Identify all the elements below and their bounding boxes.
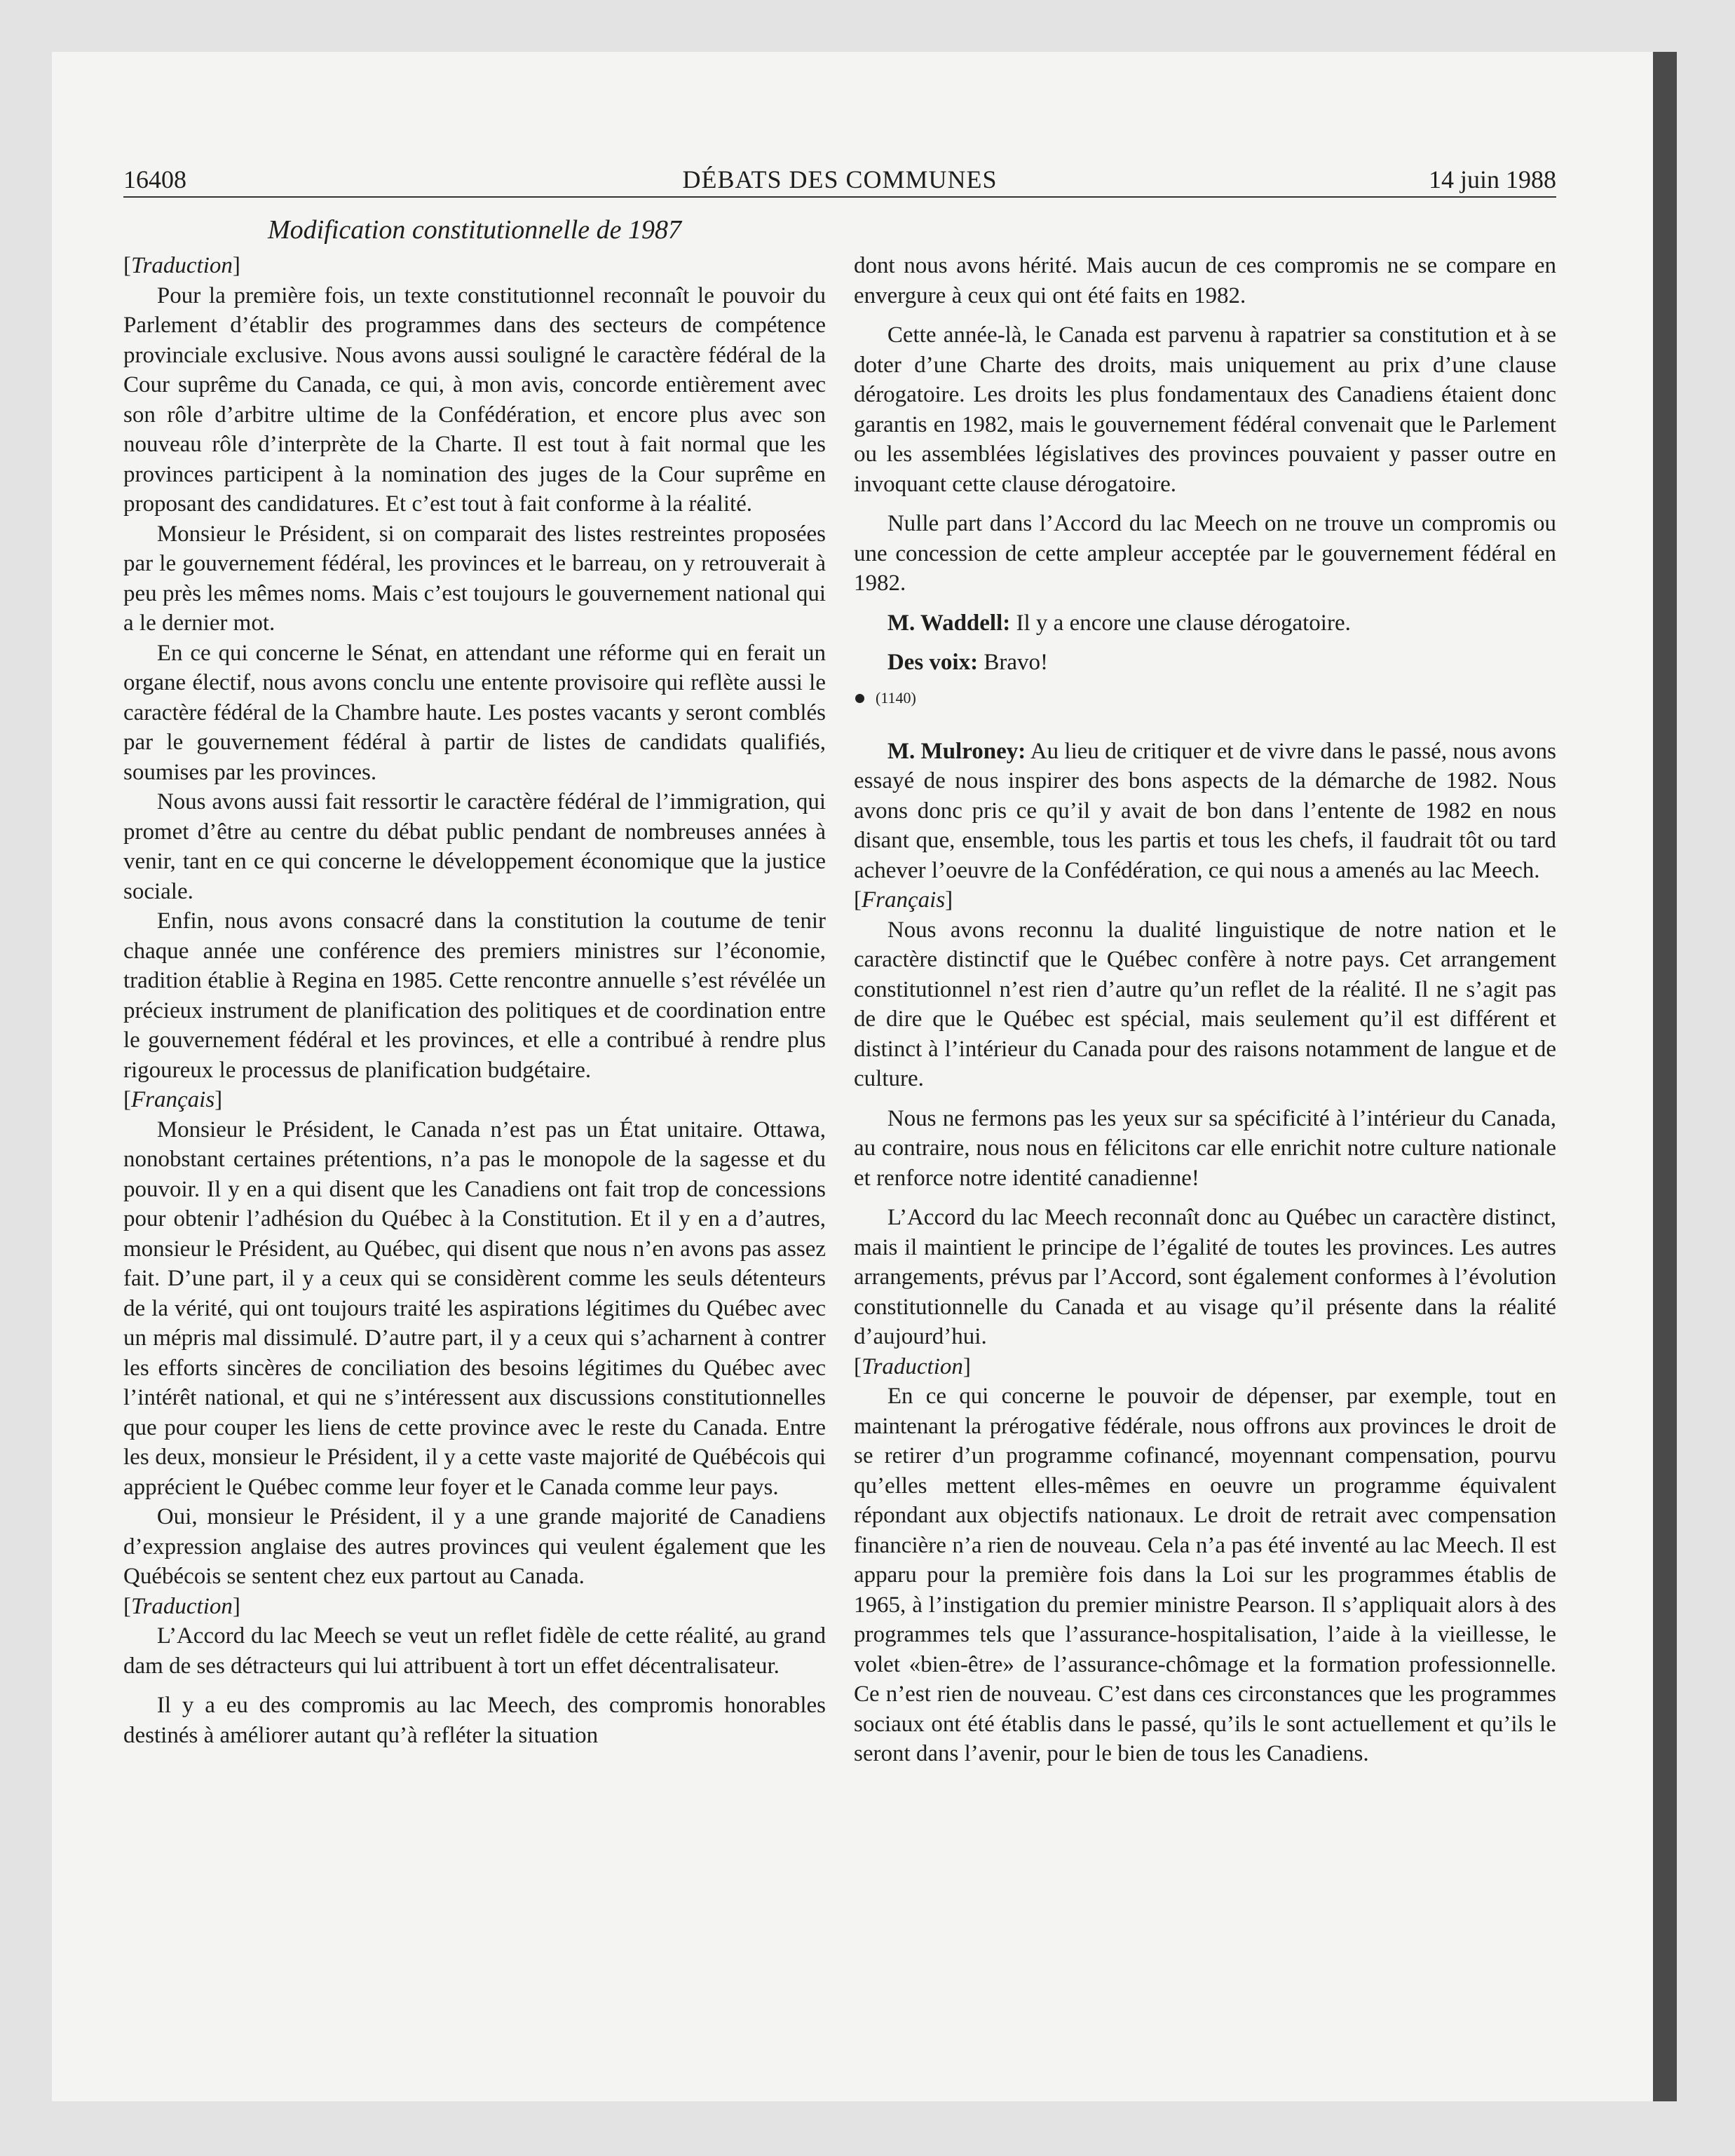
language-marker: [Traduction] <box>123 253 240 278</box>
section-subhead: Modification constitutionnelle de 1987 <box>268 215 681 245</box>
body-paragraph: Monsieur le Président, le Canada n’est pas un État unitaire. Ottawa, nonobstant certaines prétentions, n’a pas le monopole de la sagesse et du pouvoir. Il y en a qui disent que les Canadiens ont fait trop de concessions pour obtenir l’adhésion du Québec à la Constitution. Et il y en a d’autres, monsieur le Président, au Québec, qui disent que nous n’en avons pas assez fait. D’une part, il y a ceux qui se considèrent comme les seuls détenteurs de la vérité, qui ont toujours traité les aspirations légitimes du Québec avec un mépris mal dissimulé. D’autre part, il y a ceux qui s’acharnent à contrer les efforts sincères de conciliation des besoins légitimes du Québec avec l’intérêt national, et qui ne s’intéressent aux discussions constitutionnelles que pour couper les liens de cette province avec le reste du Canada. Entre les deux, monsieur le Président, il y a cette vaste majorité de Québécois qui apprécient le Québec comme leur foyer et le Canada comme leur pays. <box>123 1117 826 1500</box>
timestamp-text: (1140) <box>876 688 916 707</box>
page-header <box>123 163 1556 198</box>
left-column <box>123 251 826 1750</box>
body-paragraph: Pour la première fois, un texte constitutionnel reconnaît le pouvoir du Parlement d’établir des programmes dans des secteurs de compétence provinciale exclusive. Nous avons aussi souligné le caractère fédéral de la Cour suprême du Canada, ce qui, à mon avis, concorde entièrement avec son rôle d’arbitre ultime de la Confédération, et encore plus avec son nouveau rôle d’interprète de la Charte. Il est tout à fait normal que les provinces participent à la nomination des juges de la Cour suprême en proposant des candidatures. Et c’est tout à fait conforme à la réalité. <box>123 282 826 517</box>
speech-text: Il y a encore une clause dérogatoire. <box>1016 610 1351 636</box>
speaker-name: Des voix: <box>887 650 979 675</box>
language-marker-text: Traduction <box>862 1353 963 1379</box>
body-paragraph: Nulle part dans l’Accord du lac Meech on ne trouve un compromis ou une concession de cette ampleur acceptée par le gouvernement fédéral en 1982. <box>854 511 1556 596</box>
body-paragraph: dont nous avons hérité. Mais aucun de ces compromis ne se compare en envergure à ceux qui ont été faits en 1982. <box>854 253 1556 308</box>
publication-date: 14 juin 1988 <box>1428 165 1556 193</box>
speech-paragraph <box>854 648 1556 678</box>
body-paragraph: Oui, monsieur le Président, il y a une grande majorité de Canadiens d’expression anglaise des autres provinces qui veulent également que les Québécois se sentent chez eux partout au Canada. <box>123 1504 826 1589</box>
language-marker: [Français] <box>123 1087 223 1112</box>
timestamp <box>854 688 1556 709</box>
language-marker: [Traduction] <box>854 1353 971 1379</box>
body-paragraph: Monsieur le Président, si on comparait des listes restreintes proposées par le gouvernement fédéral, les provinces et le barreau, on y retrouverait à peu près les mêmes noms. Mais c’est toujours le gouvernement national qui a le dernier mot. <box>123 521 826 636</box>
right-column <box>854 251 1556 1769</box>
language-marker-text: Français <box>131 1087 215 1112</box>
body-paragraph: Nous ne fermons pas les yeux sur sa spécificité à l’intérieur du Canada, au contraire, nous nous en félicitons car elle enrichit notre culture nationale et renforce notre identité canadienne! <box>854 1105 1556 1191</box>
language-marker-text: Français <box>862 887 946 913</box>
bullet-icon <box>855 694 864 703</box>
publication-title: DÉBATS DES COMMUNES <box>682 165 998 193</box>
body-paragraph: Nous avons aussi fait ressortir le caractère fédéral de l’immigration, qui promet d’être au centre du débat public pendant de nombreuses années à venir, tant en ce qui concerne le développement économique que la justice sociale. <box>123 789 826 904</box>
body-paragraph: Nous avons reconnu la dualité linguistique de notre nation et le caractère distinctif que le Québec confère à notre pays. Cet arrangement constitutionnel n’est rien d’autre qu’un reflet de la réalité. Il ne s’agit pas de dire que le Québec est spécial, mais seulement qu’il est différent et distinct à l’intérieur du Canada pour des raisons notamment de langue et de culture. <box>854 917 1556 1091</box>
body-paragraph: En ce qui concerne le Sénat, en attendant une réforme qui en ferait un organe électif, nous avons conclu une entente provisoire qui reflète aussi le caractère fédéral de la Chambre haute. Les postes vacants y seront comblés par le gouvernement fédéral à partir de listes de candidats qualifiés, soumises par les provinces. <box>123 640 826 785</box>
speech-text: Bravo! <box>984 650 1048 675</box>
page-number: 16408 <box>123 165 186 193</box>
scan-edge <box>1653 52 1677 2101</box>
body-paragraph: L’Accord du lac Meech se veut un reflet fidèle de cette réalité, au grand dam de ses détracteurs qui lui attribuent à tort un effet décentralisateur. <box>123 1623 826 1679</box>
body-paragraph: Il y a eu des compromis au lac Meech, des compromis honorables destinés à améliorer autant qu’à refléter la situation <box>123 1693 826 1748</box>
body-paragraph: Cette année-là, le Canada est parvenu à rapatrier sa constitution et à se doter d’une Charte des droits, mais uniquement au prix d’une clause dérogatoire. Les droits les plus fondamentaux des Canadiens étaient donc garantis en 1982, mais le gouvernement fédéral convenait que le Parlement ou les assemblées législatives des provinces pouvaient y passer outre en invoquant cette clause dérogatoire. <box>854 322 1556 497</box>
speaker-name: M. Mulroney: <box>887 738 1026 764</box>
body-paragraph: L’Accord du lac Meech reconnaît donc au Québec un caractère distinct, mais il maintient le principe de l’égalité de toutes les provinces. Les autres arrangements, prévus par l’Accord, sont également conformes à l’évolution constitutionnelle du Canada et au visage qu’il présente dans la réalité d’aujourd’hui. <box>854 1205 1556 1349</box>
speech-paragraph <box>854 737 1556 886</box>
body-paragraph: Enfin, nous avons consacré dans la constitution la coutume de tenir chaque année une conférence des premiers ministres sur l’économie, tradition établie à Regina en 1985. Cette rencontre annuelle s’est révélée un précieux instrument de planification des politiques et de coordination entre le gouvernement fédéral et les provinces, et elle a contribué à rendre plus rigoureux le processus de planification budgétaire. <box>123 908 826 1083</box>
speech-text: Au lieu de critiquer et de vivre dans le passé, nous avons essayé de nous inspirer des bons aspects de la démarche de 1982. Nous avons donc pris ce qu’il y avait de bon dans l’entente de 1982 en nous disant que, ensemble, tous les partis et tous les chefs, il faudrait tôt ou tard achever l’oeuvre de la Confédération, ce qui nous a amenés au lac Meech. <box>854 738 1557 883</box>
language-marker: [Français] <box>854 887 953 913</box>
speaker-name: M. Waddell: <box>887 610 1011 636</box>
language-marker-text: Traduction <box>131 1593 233 1619</box>
language-marker: [Traduction] <box>123 1593 240 1619</box>
body-paragraph: En ce qui concerne le pouvoir de dépenser, par exemple, tout en maintenant la prérogative fédérale, nous offrons aux provinces le droit de se retirer d’un programme cofinancé, moyennant compensation, pourvu qu’elles mettent elles-mêmes en oeuvre un programme équivalent répondant aux objectifs nationaux. Le droit de retrait avec compensation financière n’a rien de nouveau. Cela n’a pas été inventé au lac Meech. Il est apparu pour la première fois dans la Loi sur les programmes établis de 1965, à l’instigation du premier ministre Pearson. Il s’appliquait alors à des programmes tels que l’assurance-hospitalisation, l’aide à la vieillesse, le volet «bien-être» de l’assurance-chômage et la formation professionnelle. Ce n’est rien de nouveau. C’est dans ces circonstances que les programmes sociaux ont été établis dans le passé, qu’ils le sont actuellement et qu’ils le seront dans l’avenir, pour le bien de tous les Canadiens. <box>854 1384 1556 1766</box>
speech-paragraph <box>854 608 1556 639</box>
language-marker-text: Traduction <box>131 253 233 278</box>
